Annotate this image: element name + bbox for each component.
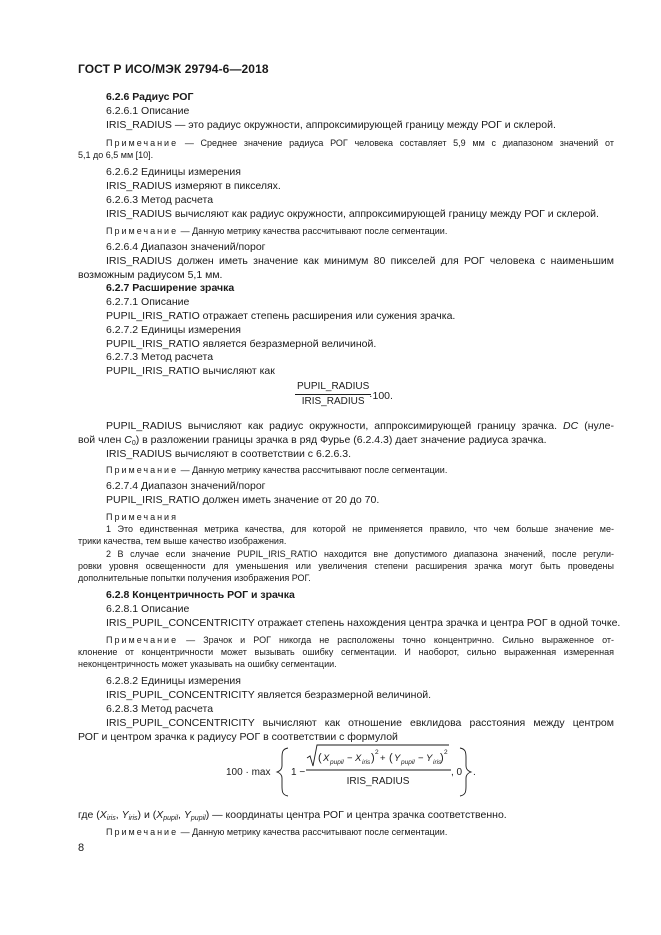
paragraph: PUPIL_RADIUS вычисляют как радиус окружности, аппроксимирующей границу зрачка. DC (нуле-: [106, 420, 614, 432]
note-label: Примечание: [106, 635, 179, 645]
note-label: Примечание: [106, 827, 179, 837]
subsection-6274: 6.2.7.4 Диапазон значений/порог: [106, 480, 266, 492]
subsection-6263: 6.2.6.3 Метод расчета: [106, 194, 214, 206]
paragraph: PUPIL_IRIS_RATIO вычисляют как: [106, 365, 275, 377]
paragraph: IRIS_RADIUS — это радиус окружности, аппроксимирующей границу между РОГ и склерой.: [106, 119, 556, 131]
note: Примечание — Данную метрику качества рассчитывают после сегментации.: [106, 465, 448, 475]
subsection-6282: 6.2.8.2 Единицы измерения: [106, 675, 241, 687]
svg-text:2: 2: [444, 749, 448, 756]
formula-x-iris: X: [355, 753, 362, 764]
subsection-6261: 6.2.6.1 Описание: [106, 105, 190, 117]
subsection-6262: 6.2.6.2 Единицы измерения: [106, 166, 241, 178]
note-label: Примечание: [106, 226, 179, 236]
section-heading-626: 6.2.6 Радиус РОГ: [106, 91, 194, 103]
subsection-6273: 6.2.7.3 Метод расчета: [106, 351, 214, 363]
paragraph: IRIS_PUPIL_CONCENTRICITY вычисляют как отношение евклидова расстояния между центром: [106, 717, 614, 729]
note-continuation: неконцентричность может указывать на ошибку сегментации.: [78, 659, 337, 669]
formula-denominator: IRIS_RADIUS: [295, 394, 371, 407]
paragraph-continuation: РОГ и центром зрачка к радиусу РОГ в соответствии с формулой: [78, 731, 398, 743]
subsection-6283: 6.2.8.3 Метод расчета: [106, 703, 214, 715]
formula-concentricity: [218, 742, 478, 798]
note: Примечание — Среднее значение радиуса РОГ человека составляет 5,9 мм с диапазоном значений от: [106, 138, 614, 148]
svg-text:): ): [440, 752, 444, 764]
svg-text:2: 2: [375, 749, 379, 756]
paragraph: IRIS_PUPIL_CONCENTRICITY является безразмерной величиной.: [106, 689, 432, 701]
note-item-2-continuation: дополнительные попытки получения изображения РОГ.: [78, 573, 311, 583]
note: Примечание — Данную метрику качества рассчитывают после сегментации.: [106, 226, 448, 236]
paragraph: PUPIL_IRIS_RATIO должен иметь значение от 20 до 70.: [106, 494, 380, 506]
note-item-2: 2 В случае если значение PUPIL_IRIS_RATIO находится вне допустимого диапазона значений, после регули-: [106, 549, 614, 559]
page-number: 8: [78, 842, 85, 854]
paragraph: IRIS_RADIUS вычисляют как радиус окружности, аппроксимирующей границу между РОГ и склерой.: [106, 208, 599, 220]
paragraph-where: где ($X_{iris}$, $Y_{iris}$) и ($X_{pupil}$, $Y_{pupil}$) — координаты центра РОГ и центра зрачка соответственно.: [78, 809, 507, 822]
formula-sub: pupil: [401, 759, 415, 766]
paragraph: IRIS_RADIUS вычисляют в соответствии с 6.2.6.3.: [106, 448, 351, 460]
svg-text:−: −: [347, 753, 353, 764]
note-continuation: клонение от концентричности может вызывать ошибку сегментации. И наоборот, сильно выраженная измеренная: [78, 647, 614, 657]
formula-pupil-iris-ratio: [295, 381, 371, 407]
formula-x-pupil: X: [323, 753, 330, 764]
paragraph-continuation: вой член $C_0$) в разложении границы зрачка в ряд Фурье (6.2.4.3) дает значение радиуса зрачка.: [78, 434, 547, 447]
subsection-6271: 6.2.7.1 Описание: [106, 296, 190, 308]
svg-text:.: .: [473, 767, 476, 778]
paragraph: IRIS_RADIUS должен иметь значение как минимум 80 пикселей для РОГ человека с наименьшим: [106, 255, 614, 267]
note: Примечание — Зрачок и РОГ никогда не расположены точно концентрично. Сильно выраженное от-: [106, 635, 614, 645]
formula-tail: , 0: [451, 767, 463, 778]
subsection-6281: 6.2.8.1 Описание: [106, 603, 190, 615]
formula-denominator: IRIS_RADIUS: [346, 776, 410, 787]
paragraph: IRIS_PUPIL_CONCENTRICITY отражает степень нахождения центра зрачка и центра РОГ в одной точке.: [106, 617, 621, 629]
note-label: Примечание: [106, 138, 179, 148]
document-header: ГОСТ Р ИСО/МЭК 29794-6—2018: [78, 62, 269, 76]
svg-text:+: +: [380, 753, 386, 764]
formula-one: 1 −: [291, 767, 306, 778]
formula-sub: iris: [433, 759, 442, 766]
subsection-6272: 6.2.7.2 Единицы измерения: [106, 324, 241, 336]
formula-numerator: PUPIL_RADIUS: [297, 381, 370, 392]
note-continuation: 5,1 до 6,5 мм [10].: [78, 150, 154, 160]
svg-text:−: −: [418, 753, 424, 764]
formula-y-iris: Y: [426, 753, 433, 764]
svg-text:): ): [371, 752, 375, 764]
formula-lead: 100 · max: [226, 767, 271, 778]
paragraph: PUPIL_IRIS_RATIO является безразмерной величиной.: [106, 338, 377, 350]
note-item-2-continuation: ровки уровня освещенности для уменьшения или увеличения степени расширения зрачка могут быть проведены: [78, 561, 614, 571]
note-item-1: 1 Это единственная метрика качества, для которой не применяется правило, что чем больше значение ме-: [106, 524, 614, 534]
paragraph: PUPIL_IRIS_RATIO отражает степень расширения или сужения зрачка.: [106, 310, 456, 322]
formula-sub: pupil: [330, 759, 344, 766]
subsection-6264: 6.2.6.4 Диапазон значений/порог: [106, 241, 266, 253]
svg-text:(: (: [318, 752, 322, 764]
svg-text:(: (: [389, 752, 393, 764]
note: Примечание — Данную метрику качества рассчитывают после сегментации.: [106, 827, 448, 837]
notes-label: Примечания: [106, 512, 178, 522]
section-heading-627: 6.2.7 Расширение зрачка: [106, 282, 235, 294]
paragraph-continuation: возможным радиусом 5,1 мм.: [78, 269, 223, 281]
left-brace: [277, 748, 288, 796]
section-heading-628: 6.2.8 Концентричность РОГ и зрачка: [106, 589, 295, 601]
paragraph: IRIS_RADIUS измеряют в пикселях.: [106, 180, 281, 192]
formula-y-pupil: Y: [394, 753, 401, 764]
formula-sub: iris: [362, 759, 371, 766]
formula-tail: ·100.: [369, 390, 393, 402]
note-label: Примечание: [106, 465, 179, 475]
note-item-1-continuation: трики качества, тем выше качество изображения.: [78, 536, 287, 546]
